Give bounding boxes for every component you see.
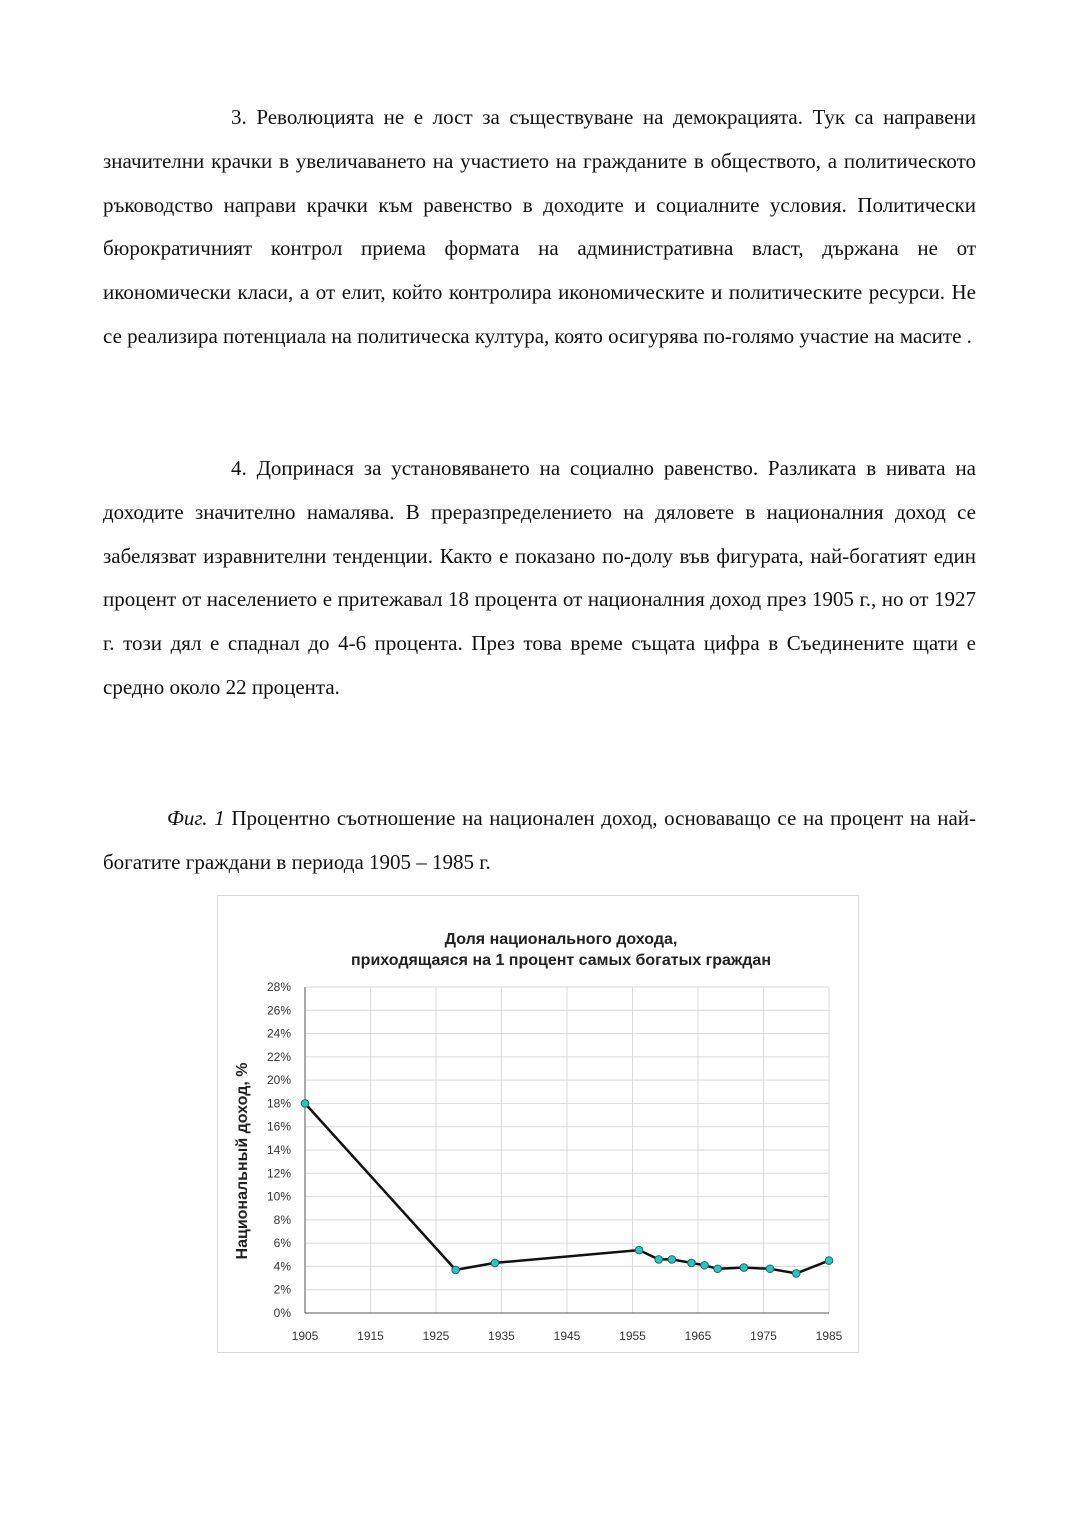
chart-title-line-1: Доля национального дохода, [444,931,678,948]
y-tick-label: 14% [266,1143,291,1157]
data-point [301,1100,309,1108]
data-point [491,1259,499,1267]
y-tick-label: 2% [273,1282,291,1297]
y-tick-label: 16% [266,1119,291,1134]
x-tick-label: 1975 [750,1329,777,1343]
y-tick-label: 6% [273,1236,291,1251]
y-tick-label: 8% [273,1212,291,1227]
y-tick-label: 20% [266,1073,291,1088]
paragraph-text: Революцията не е лост за съществуване на демокрацията. Тук са направени значителни крачки в увеличаването на участието на гражданите в обществото, а политическото ръководство направи крачки към равенство в доходите и социалните условия. Политически бюрократичният контрол приема формата на административна власт, държана не от икономически класи, а от елит, който контролира икономическите и политическите ресурси. Не се реализира потенциала на политическа култура, която осигурява по-голямо участие на масите . [103,105,977,348]
y-tick-label: 4% [273,1259,291,1274]
data-point [701,1261,709,1269]
data-point [452,1266,460,1274]
y-tick-label: 28% [266,980,291,994]
paragraph-number: 3. [231,105,247,129]
y-tick-label: 26% [266,1003,291,1018]
y-tick-label: 12% [266,1166,291,1181]
x-tick-label: 1965 [684,1329,712,1343]
x-tick-label: 1925 [422,1329,450,1343]
data-point [740,1264,748,1272]
x-tick-label: 1915 [357,1329,384,1343]
grid-layer [305,987,829,1313]
paragraph-number: 4. [231,456,247,480]
figure-caption [103,797,976,885]
data-point [792,1270,800,1278]
data-point [668,1256,676,1264]
data-point [688,1259,696,1267]
y-tick-label: 0% [273,1306,291,1320]
paragraph-text: Допринася за установяването на социално равенство. Разликата в нивата на доходите значително намалява. В преразпределението на дяловете в националния доход се забелязват изравнителни тенденции. Както е показано по-долу във фигурата, най-богатият един процент от населението е притежавал 18 процента от националния доход през 1905 г., но от 1927 г. този дял е спаднал до 4-6 процента. През това време същата цифра в Съединените щати е средно около 22 процента. [103,456,976,699]
data-point [635,1246,643,1254]
y-tick-label: 10% [266,1189,291,1204]
data-point [655,1256,663,1264]
figure-caption-text: Процентно съотношение на национален доход, основаващо се на процент на най-богатите граждани в периода 1905 – 1985 г. [103,806,976,874]
paragraph-4 [103,447,976,710]
chart-frame [217,895,859,1353]
x-tick-label: 1945 [553,1329,581,1343]
income-share-chart [218,896,858,1352]
x-tick-label: 1985 [815,1329,843,1343]
y-tick-label: 22% [266,1049,291,1064]
y-tick-label: 24% [266,1026,291,1041]
y-tick-label: 18% [266,1096,291,1111]
tick-layer [267,980,843,1343]
data-point [714,1265,722,1273]
paragraph-3 [103,96,976,359]
x-tick-label: 1905 [291,1329,319,1343]
x-tick-label: 1935 [488,1329,515,1343]
x-tick-label: 1955 [619,1329,646,1343]
chart-title-line-2: приходящаяся на 1 процент самых богатых граждан [351,952,771,969]
y-axis-label: Национальный доход, % [234,1062,251,1260]
figure-label: Фиг. 1 [167,806,225,830]
data-point [766,1265,774,1273]
data-point [825,1257,833,1265]
